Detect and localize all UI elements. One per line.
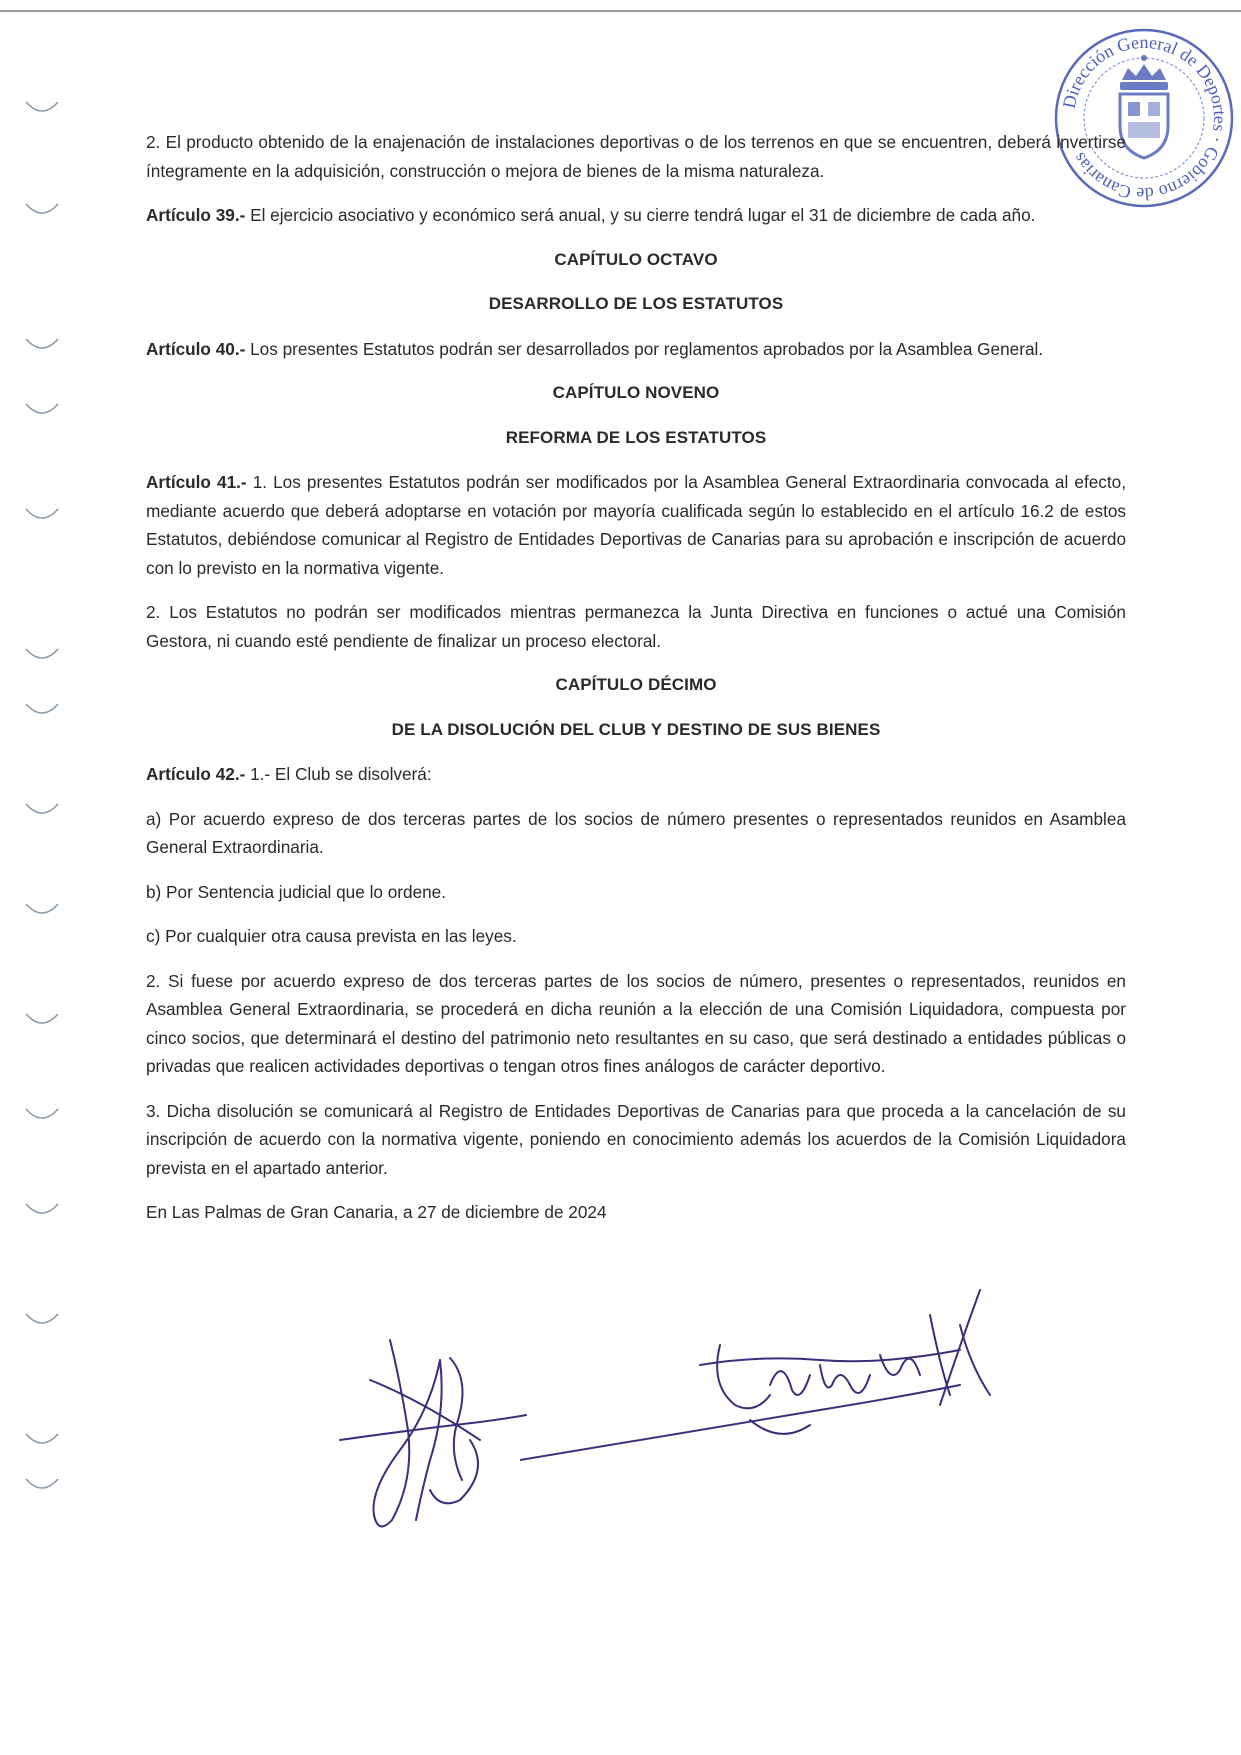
- art41-paragraph-1: [146, 468, 1126, 582]
- art42-paragraph-3: 3. Dicha disolución se comunicará al Registro de Entidades Deportivas de Canarias para que proceda a la cancelación de su inscripción de acuerdo con la normativa vigente, poniendo en conocimiento además los acuerdos de la Comisión Liquidadora prevista en el apartado anterior.: [146, 1100, 1126, 1178]
- chapter-9-subtitle: REFORMA DE LOS ESTATUTOS: [505, 427, 767, 447]
- art39-paragraph: [146, 201, 1126, 230]
- art41-text: 1. Los presentes Estatutos podrán ser modificados por la Asamblea General Extraordinaria convocada al efecto, mediante acuerdo que deberá adoptarse en votación por mayoría cualificada según lo establecido en el artículo 16.2 de estos Estatutos, debiéndose comunicar al Registro de Entidades Deportivas de Canarias para su aprobación e inscripción de acuerdo con lo previsto en la normativa vigente.: [146, 472, 1126, 578]
- art42-label: Artículo 42.-: [146, 764, 246, 784]
- binder-punch-mark: [22, 700, 62, 720]
- binder-punch-mark: [22, 1430, 62, 1450]
- binder-punch-mark: [22, 1105, 62, 1125]
- chapter-9-title: CAPÍTULO NOVENO: [552, 383, 720, 402]
- binder-punch-mark: [22, 1475, 62, 1495]
- binder-punch-mark: [22, 1010, 62, 1030]
- art38-paragraph-2: 2. El producto obtenido de la enajenación de instalaciones deportivas o de los terrenos en que se encuentren, deberá invertirse íntegramente en la adquisición, construcción o mejora de bienes de la misma naturaleza.: [146, 132, 1126, 181]
- handwritten-signature-icon: [330, 1320, 530, 1540]
- art39-label: Artículo 39.-: [146, 205, 246, 225]
- binder-punch-mark: [22, 400, 62, 420]
- art40-label: Artículo 40.-: [146, 338, 246, 359]
- chapter-8-subtitle: DESARROLLO DE LOS ESTATUTOS: [488, 294, 784, 313]
- art40-paragraph: [146, 335, 1126, 364]
- art42-intro: [146, 760, 1126, 789]
- seal-text: Dirección General de Deportes · Gobierno de Canarias: [1058, 31, 1231, 205]
- binder-punch-mark: [22, 505, 62, 525]
- document-body: [146, 128, 1126, 1227]
- handwritten-signature-icon: [520, 1285, 1020, 1475]
- art42-intro-text: 1.- El Club se disolverá:: [245, 764, 432, 784]
- binder-punch-mark: [22, 335, 62, 355]
- binder-punch-mark: [22, 645, 62, 665]
- binder-punch-mark: [22, 1310, 62, 1330]
- binder-punch-mark: [22, 98, 62, 118]
- art41-paragraph-2: 2. Los Estatutos no podrán ser modificados mientras permanezca la Junta Directiva en funciones o actué una Comisión Gestora, ni cuando esté pendiente de finalizar un proceso electoral.: [146, 602, 1126, 651]
- art42-paragraph-2: 2. Si fuese por acuerdo expreso de dos terceras partes de los socios de número, presentes o representados, reunidos en Asamblea General Extraordinaria, se procederá en dicha reunión a la elección de una Comisión Liquidadora, compuesta por cinco socios, que determinará el destino del patrimonio neto resultantes en su caso, que será destinado a entidades públicas o privadas que realicen actividades deportivas o tengan otros fines análogos de carácter deportivo.: [146, 970, 1126, 1076]
- art42-item-a: a) Por acuerdo expreso de dos terceras partes de los socios de número presentes o representados reunidos en Asamblea General Extraordinaria.: [146, 808, 1126, 857]
- binder-punch-mark: [22, 200, 62, 220]
- chapter-10-subtitle: DE LA DISOLUCIÓN DEL CLUB Y DESTINO DE SUS BIENES: [391, 719, 881, 739]
- chapter-10-title: CAPÍTULO DÉCIMO: [555, 675, 717, 694]
- art42-item-b: b) Por Sentencia judicial que lo ordene.: [146, 881, 447, 902]
- chapter-8-title: CAPÍTULO OCTAVO: [554, 249, 718, 269]
- art40-text: Los presentes Estatutos podrán ser desarrollados por reglamentos aprobados por la Asamblea General.: [245, 338, 1044, 359]
- top-edge-rule: [0, 10, 1241, 12]
- closing-place-date: En Las Palmas de Gran Canaria, a 27 de diciembre de 2024: [146, 1202, 607, 1222]
- signature-left: [330, 1320, 530, 1540]
- art41-label: Artículo 41.-: [146, 472, 247, 492]
- art42-item-c: c) Por cualquier otra causa prevista en las leyes.: [146, 926, 517, 946]
- art39-text: El ejercicio asociativo y económico será anual, y su cierre tendrá lugar el 31 de diciembre de cada año.: [245, 205, 1036, 225]
- binder-punch-mark: [22, 800, 62, 820]
- signature-right: [520, 1285, 1020, 1475]
- binder-punch-mark: [22, 1200, 62, 1220]
- binder-punch-mark: [22, 900, 62, 920]
